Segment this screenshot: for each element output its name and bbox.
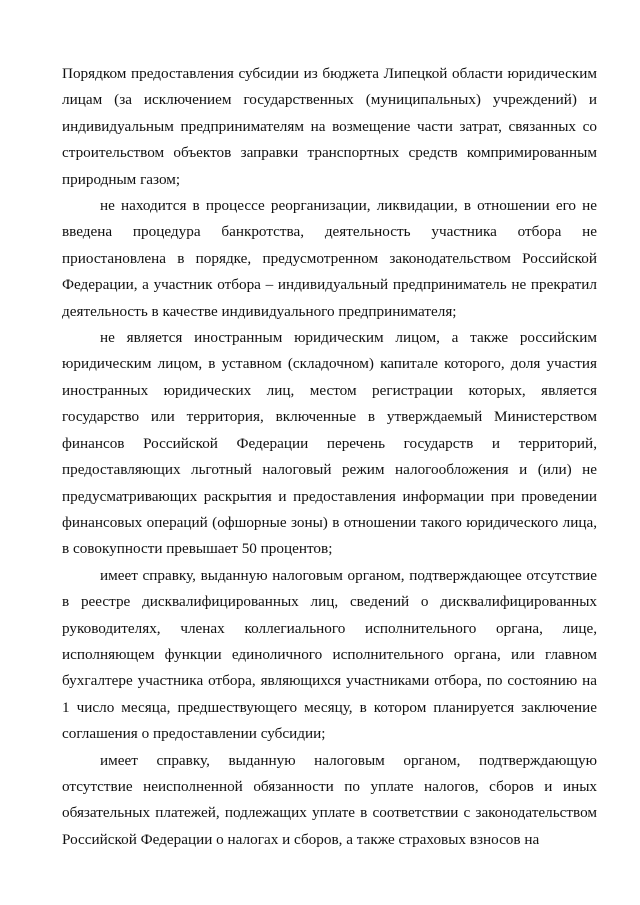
- paragraph-reorganization: не находится в процессе реорганизации, ликвидации, в отношении его не введена процедура банкротства, деятельность участника отбора не приостановлена в порядке, предусмотренном законодательством Российской Федерации, а участник отбора – индивидуальный предприниматель не прекратил деятельность в качестве индивидуального предпринимателя;: [62, 197, 597, 320]
- paragraph-foreign-entity: не является иностранным юридическим лицом, а также российским юридическим лицом, в уставном (складочном) капитале которого, доля участия иностранных юридических лиц, местом регистрации которых, является государство или территория, включенные в утверждаемый Министерством финансов Российской Федерации перечень государств и территорий, предоставляющих льготный налоговый режим налогообложения и (или) не предусматривающих раскрытия и предоставления информации при проведении финансовых операций (офшорные зоны) в отношении такого юридического лица, в совокупности превышает 50 процентов;: [62, 329, 597, 558]
- document-body: [62, 61, 597, 853]
- paragraph-continuation: Порядком предоставления субсидии из бюджета Липецкой области юридическим лицам (за исключением государственных (муниципальных) учреждений) и индивидуальным предпринимателям на возмещение части затрат, связанных со строительством объектов заправки транспортных средств компримированным природным газом;: [62, 65, 597, 188]
- paragraph-tax-obligations: имеет справку, выданную налоговым органом, подтверждающую отсутствие неисполненной обязанности по уплате налогов, сборов и иных обязательных платежей, подлежащих уплате в соответствии с законодательством Российской Федерации о налогах и сборов, а также страховых взносов на: [62, 751, 597, 848]
- paragraph-disqualified-persons: имеет справку, выданную налоговым органом, подтверждающее отсутствие в реестре дисквалифицированных лиц, сведений о дисквалифицированных руководителях, членах коллегиального исполнительного органа, лице, исполняющем функции единоличного исполнительного органа, или главном бухгалтере участника отбора, являющихся участниками отбора, по состоянию на 1 число месяца, предшествующего месяцу, в котором планируется заключение соглашения о предоставлении субсидии;: [62, 566, 597, 743]
